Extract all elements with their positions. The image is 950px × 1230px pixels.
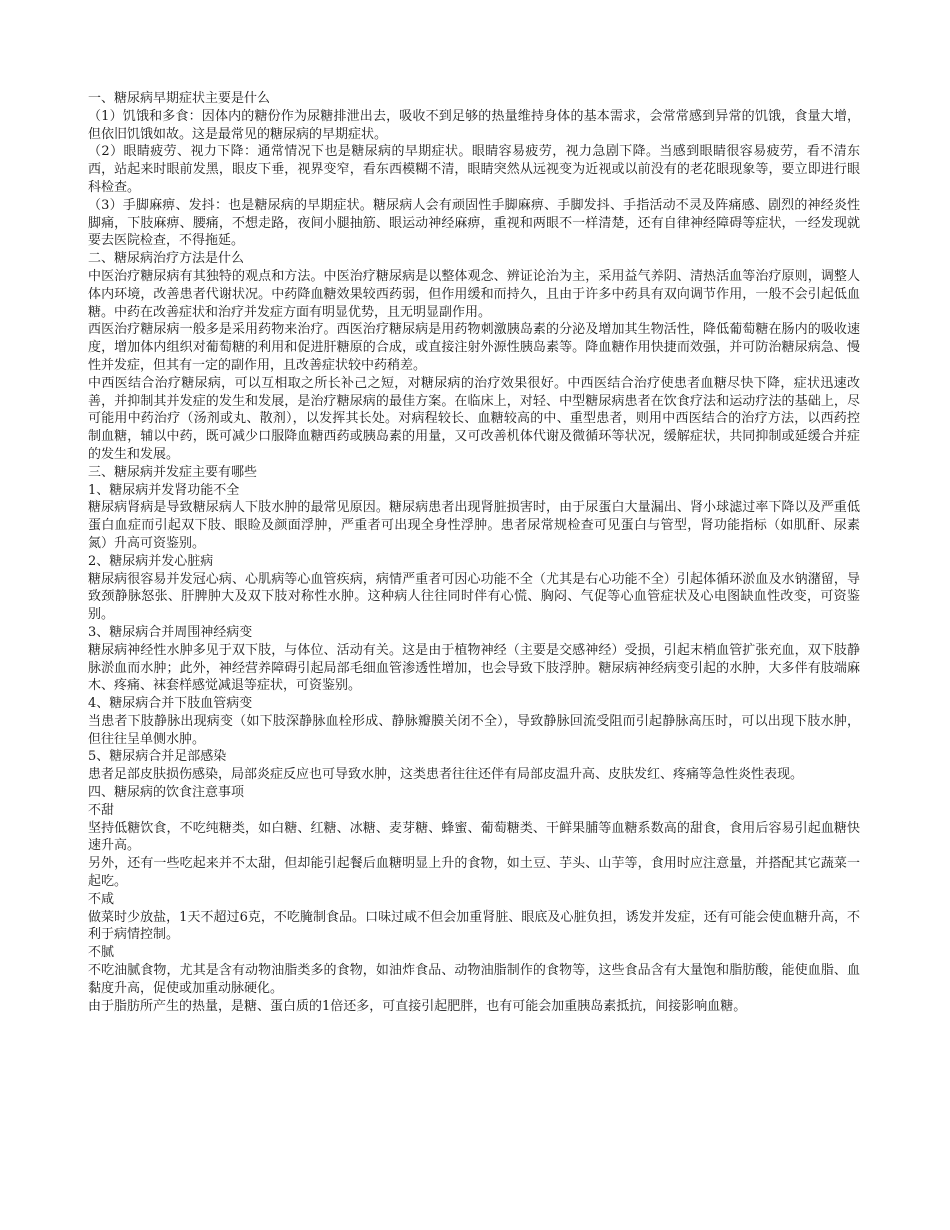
paragraph: 坚持低糖饮食，不吃纯糖类，如白糖、红糖、冰糖、麦芽糖、蜂蜜、葡萄糖类、干鲜果脯等血糖系数高的甜食，食用后容易引起血糖快速升高。 xyxy=(88,820,860,854)
paragraph: 糖尿病神经性水肿多见于双下肢，与体位、活动有关。这是由于植物神经（主要是交感神经）受损，引起末梢血管扩张充血，双下肢静脉淤血而水肿；此外，神经营养障碍引起局部毛细血管渗透性增加，也会导致下肢浮肿。糖尿病神经病变引起的水肿，大多伴有肢端麻木、疼痛、袜套样感觉减退等症状，可资鉴别。 xyxy=(88,642,860,694)
section-heading: 不咸 xyxy=(88,891,115,907)
paragraph: 做菜时少放盐，1天不超过6克，不吃腌制食品。口味过咸不但会加重肾脏、眼底及心脏负担，诱发并发症，还有可能会使血糖升高，不利于病情控制。 xyxy=(88,909,860,943)
section-heading: 三、糖尿病并发症主要有哪些 xyxy=(88,464,258,480)
section-heading: 5、糖尿病合并足部感染 xyxy=(88,749,227,765)
section-heading: 2、糖尿病并发心脏病 xyxy=(88,553,214,569)
paragraph: 另外，还有一些吃起来并不太甜，但却能引起餐后血糖明显上升的食物，如土豆、芋头、山芋等，食用时应注意量，并搭配其它蔬菜一起吃。 xyxy=(88,856,860,890)
section-heading: 二、糖尿病治疗方法是什么 xyxy=(88,251,245,267)
paragraph: 不吃油腻食物，尤其是含有动物油脂类多的食物，如油炸食品、动物油脂制作的食物等，这些食品含有大量饱和脂肪酸，能使血脂、血黏度升高，促使或加重动脉硬化。 xyxy=(88,963,860,996)
paragraph: 糖尿病肾病是导致糖尿病人下肢水肿的最常见原因。糖尿病患者出现肾脏损害时，由于尿蛋白大量漏出、肾小球滤过率下降以及严重低蛋白血症而引起双下肢、眼睑及颜面浮肿，严重者可出现全身性浮肿。患者尿常规检查可见蛋白与管型，肾功能指标（如肌酐、尿素氮）升高可资鉴别。 xyxy=(88,500,860,551)
section-heading: 1、糖尿病并发肾功能不全 xyxy=(88,482,240,498)
paragraph: 当患者下肢静脉出现病变（如下肢深静脉血栓形成、静脉瓣膜关闭不全），导致静脉回流受阻而引起静脉高压时，可以出现下肢水肿，但往往呈单侧水肿。 xyxy=(88,713,860,747)
paragraph: 患者足部皮肤损伤感染，局部炎症反应也可导致水肿，这类患者往往还伴有局部皮温升高、皮肤发红、疼痛等急性炎性表现。 xyxy=(88,767,804,783)
paragraph: （1）饥饿和多食：因体内的糖份作为尿糖排泄出去，吸收不到足够的热量维持身体的基本需求，会常常感到异常的饥饿，食量大增，但依旧饥饿如故。这是最常见的糖尿病的早期症状。 xyxy=(88,108,860,142)
section-heading: 一、糖尿病早期症状主要是什么 xyxy=(88,91,271,106)
section-heading: 4、糖尿病合并下肢血管病变 xyxy=(88,696,253,712)
paragraph: 中西医结合治疗糖尿病，可以互相取之所长补己之短，对糖尿病的治疗效果很好。中西医结合治疗使患者血糖尽快下降，症状迅速改善，并抑制其并发症的发生和发展，是治疗糖尿病的最佳方案。在临床上，对轻、中型糖尿病患者在饮食疗法和运动疗法的基础上，尽可能用中药治疗（汤剂或丸、散剂），以发挥其长处。对病程较长、血糖较高的中、重型患者，则用中西医结合的治疗方法，以西药控制血糖，辅以中药，既可减少口服降血糖西药或胰岛素的用量，又可改善机体代谢及微循环等状况，缓解症状，共同抑制或延缓合并症的发生和发展。 xyxy=(88,375,860,462)
section-heading: 不甜 xyxy=(88,802,115,818)
paragraph: （2）眼睛疲劳、视力下降：通常情况下也是糖尿病的早期症状。眼睛容易疲劳，视力急剧下降。当感到眼睛很容易疲劳，看不清东西，站起来时眼前发黑，眼皮下垂，视界变窄，看东西模糊不清，眼睛突然从远视变为近视或以前没有的老花眼现象等，要立即进行眼科检查。 xyxy=(88,144,860,195)
paragraph: 西医治疗糖尿病一般多是采用药物来治疗。西医治疗糖尿病是用药物刺激胰岛素的分泌及增加其生物活性，降低葡萄糖在肠内的吸收速度，增加体内组织对葡萄糖的利用和促进肝糖原的合成，或直接注射外源性胰岛素等。降血糖作用快捷而效强，并可防治糖尿病急、慢性并发症，但其有一定的副作用，且改善症状较中药稍差。 xyxy=(88,322,860,373)
paragraph: 中医治疗糖尿病有其独特的观点和方法。中医治疗糖尿病是以整体观念、辨证论治为主，采用益气养阴、清热活血等治疗原则，调整人体内环境，改善患者代谢状况。中药降血糖效果较西药弱，但作用缓和而持久，且由于许多中药具有双向调节作用，一般不会引起低血糖。中药在改善症状和治疗并发症方面有明显优势，且无明显副作用。 xyxy=(88,268,860,320)
paragraph: 由于脂肪所产生的热量，是糖、蛋白质的1倍还多，可直接引起肥胖，也有可能会加重胰岛素抵抗，间接影响血糖。 xyxy=(88,998,747,1014)
paragraph: 糖尿病很容易并发冠心病、心肌病等心血管疾病，病情严重者可因心功能不全（尤其是右心功能不全）引起体循环淤血及水钠潴留，导致颈静脉怒张、肝脾肿大及双下肢对称性水肿。这种病人往往同时伴有心慌、胸闷、气促等心血管症状及心电图缺血性改变，可资鉴别。 xyxy=(88,571,860,623)
paragraph: （3）手脚麻痹、发抖：也是糖尿病的早期症状。糖尿病人会有顽固性手脚麻痹、手脚发抖、手指活动不灵及阵痛感、剧烈的神经炎性脚痛，下肢麻痹、腰痛，不想走路，夜间小腿抽筋、眼运动神经麻痹，重视和两眼不一样清楚，还有自律神经障碍等症状，一经发现就要去医院检查，不得拖延。 xyxy=(88,197,860,249)
section-heading: 3、糖尿病合并周围神经病变 xyxy=(88,624,253,640)
section-heading: 四、糖尿病的饮食注意事项 xyxy=(88,785,245,801)
document-body xyxy=(88,90,860,1015)
section-heading: 不腻 xyxy=(88,945,115,961)
